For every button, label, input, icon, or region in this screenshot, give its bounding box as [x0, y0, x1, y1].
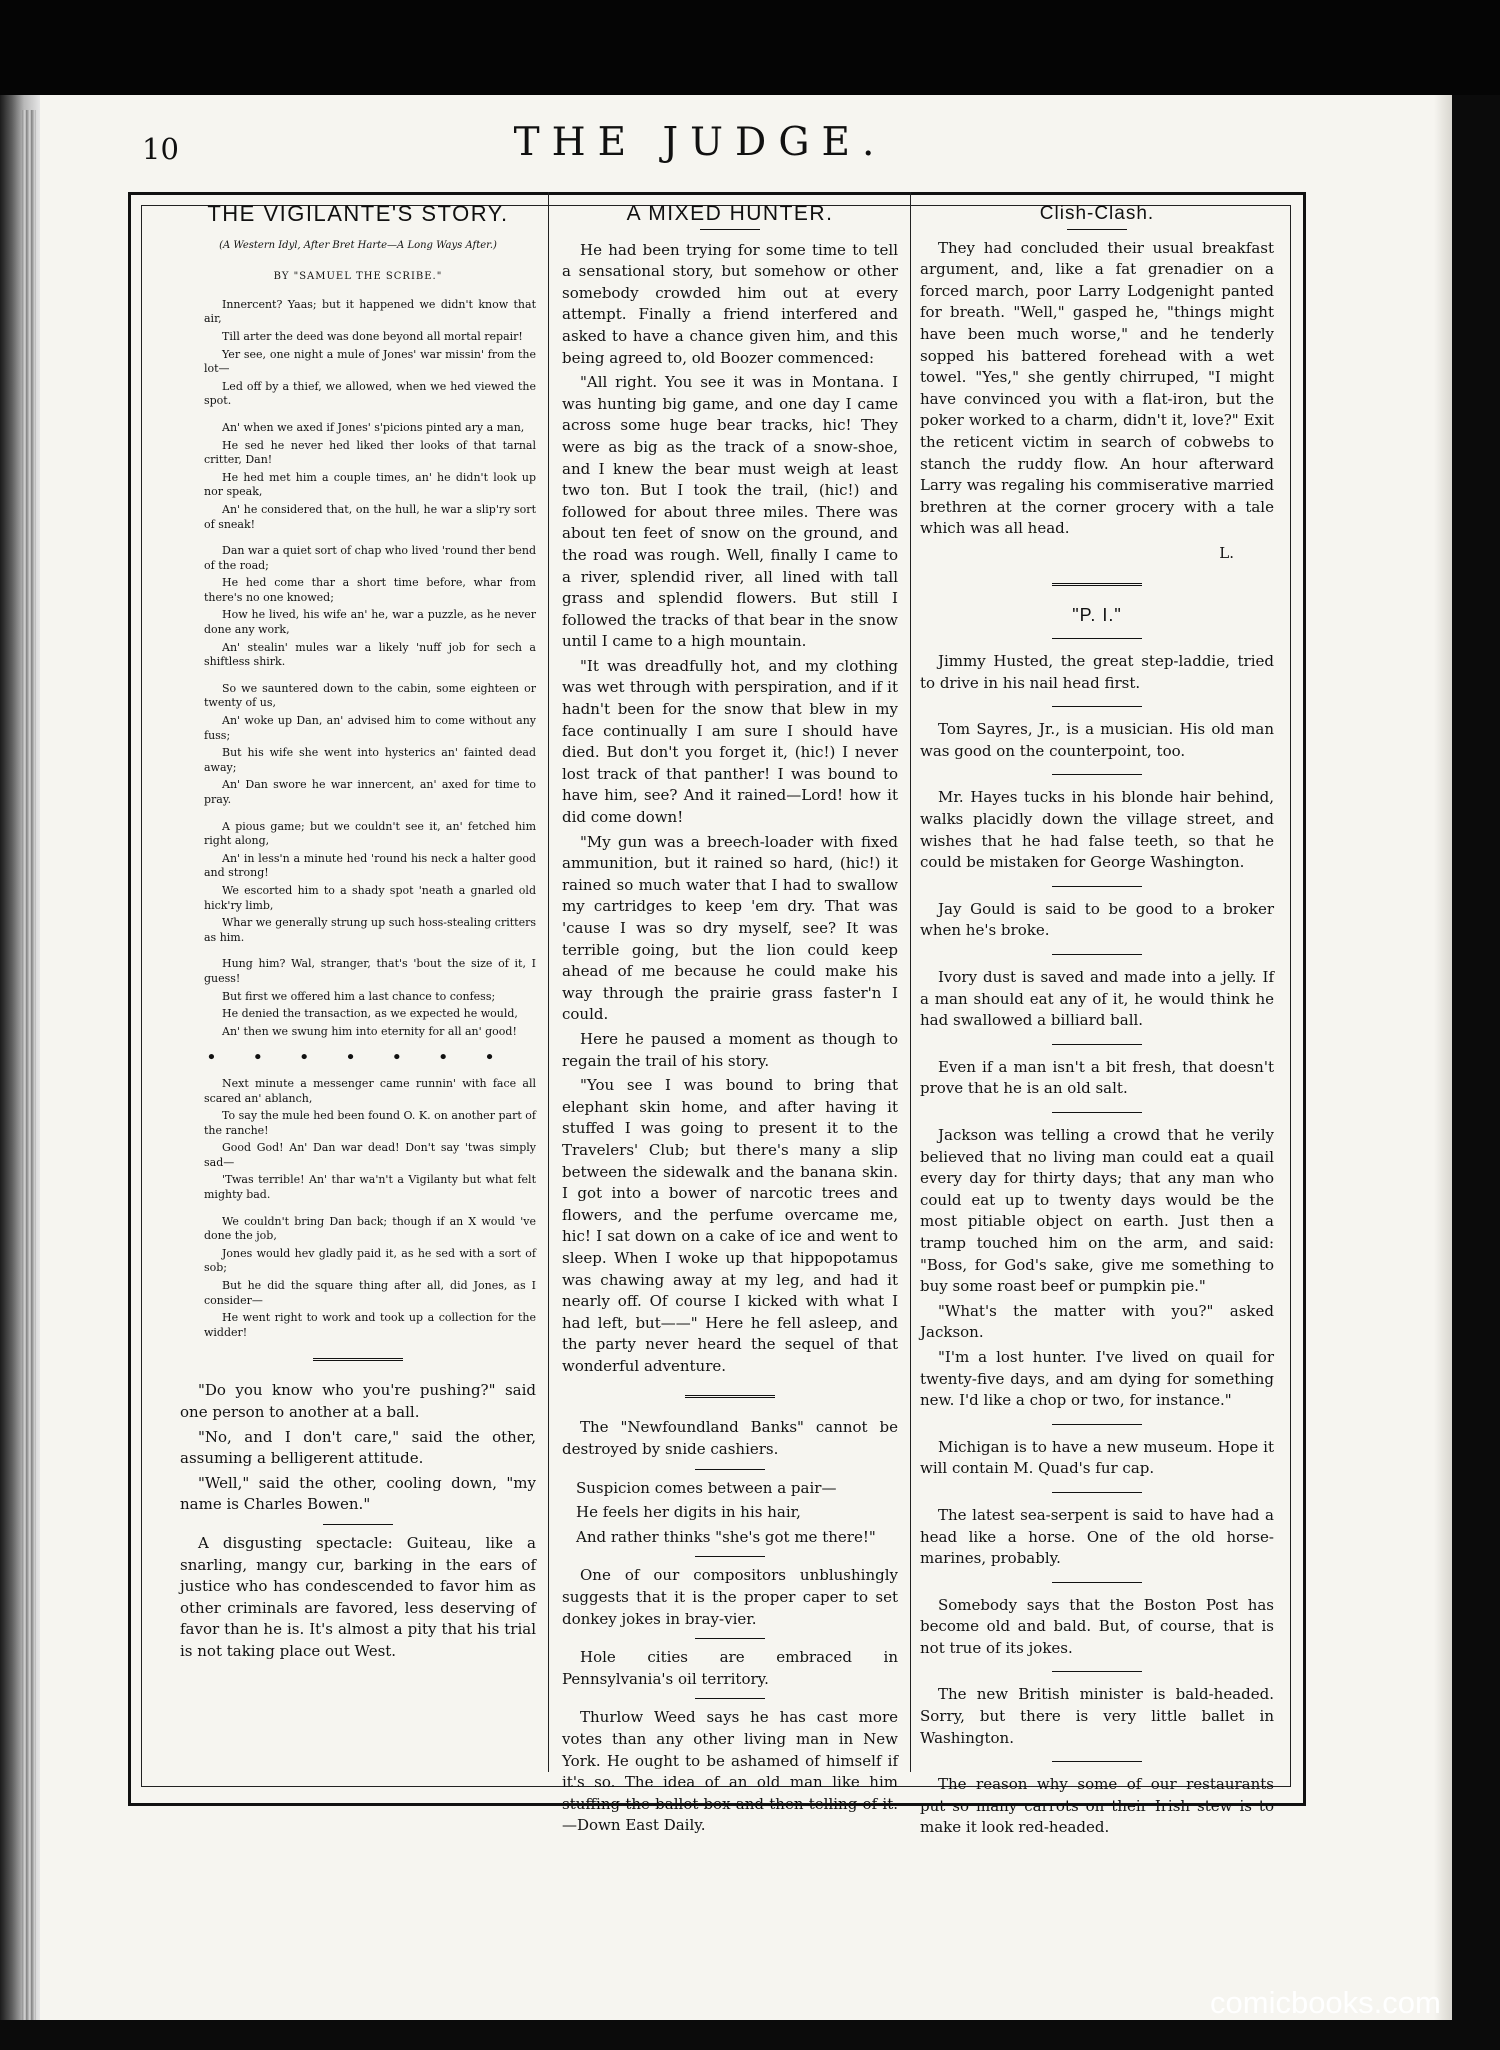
clish-signature: L. — [1219, 543, 1234, 562]
poem-line: Dan war a quiet sort of chap who lived 'round ther bend of the road; — [204, 544, 536, 572]
pi-item-3: Mr. Hayes tucks in his blonde hair behind, walks placidly down the village street, and wishes that he had false teeth, so that he could be mistaken for George Washington. — [920, 788, 1274, 872]
poem-line: 'Twas terrible! An' thar wa'n't a Vigilanty but what felt mighty bad. — [204, 1173, 536, 1202]
poem-line: An' in less'n a minute hed 'round his neck a halter good and strong! — [204, 851, 536, 880]
poem-line-3: And rather thinks "she's got me there!" — [576, 1527, 876, 1546]
hunter-para-6: "You see I was bound to bring that elephant skin home, and after having it stuffed I was going to present it to the Travelers' Club; but there's many a slip between the sidewalk and the banana skin. I got into a bower of narcotic trees and flowers, and the perfume overcame me, hic! I sat down on a cake of ice and went to sleep. When I woke up that hippopotamus was chawing away at my leg, and had it nearly off. Of course I kicked with what I had left, but——" Here he fell asleep, and the party never heard the sequel of that wonderful adventure. — [562, 1076, 898, 1375]
poem-line: He sed he never hed liked ther looks of that tarnal critter, Dan! — [204, 438, 536, 467]
hunter-para-5: Here he paused a moment as though to regain the trail of his story. — [562, 1029, 898, 1070]
column-rule-1 — [548, 192, 549, 1772]
poem-line: An' stealin' mules war a likely 'nuff job for sech a shiftless shirk. — [204, 640, 536, 669]
poem-line: An' Dan swore he war innercent, an' axed for time to pray. — [204, 778, 536, 806]
poem-stanza — [180, 421, 536, 532]
poem-stanza — [180, 682, 536, 808]
separator-rule — [1052, 706, 1142, 707]
poem-stanza — [180, 544, 536, 670]
poem-line-2: He feels her digits in his hair, — [576, 1503, 801, 1522]
double-rule — [685, 1395, 775, 1401]
column-clish-clash — [920, 195, 1274, 1842]
poem-line: Jones would hev gladly paid it, as he sed with a sort of sob; — [204, 1246, 536, 1275]
hunter-para-3: "It was dreadfully hot, and my clothing was wet through with perspiration, and if it hadn't been for the snow that blew in my face continually I am sure I should have died. But don't you forget it, (hic!) I never lost track of that panther! I was bound to have him, see? And it rained—Lord! how it did come down! — [562, 656, 898, 827]
poem-line: But his wife she went into hysterics an' fainted dead away; — [204, 746, 536, 774]
article-byline: BY "SAMUEL THE SCRIBE." — [273, 271, 443, 283]
pi-item-8: The latest sea-serpent is said to have had a head like a horse. One of the old horse-marines, probably. — [920, 1505, 1274, 1568]
column-vigilante — [180, 195, 536, 1666]
poem-line: Yer see, one night a mule of Jones' war missin' from the lot— — [204, 347, 536, 376]
jackson-para-3: "I'm a lost hunter. I've lived on quail for twenty-five days, and am dying for something new. I'd like a chop or two, for instance." — [920, 1347, 1274, 1410]
title-rule — [1067, 229, 1127, 230]
poem-line: An' when we axed if Jones' s'picions pinted ary a man, — [222, 420, 525, 434]
poem-line: But first we offered him a last chance to confess; — [222, 989, 496, 1003]
poem-line: He denied the transaction, as we expected he would, — [222, 1007, 518, 1021]
poem-line: How he lived, his wife an' he, war a puzzle, as he never done any work, — [204, 608, 536, 637]
column-mixed-hunter — [562, 195, 898, 1840]
hunter-para-1: He had been trying for some time to tell a sensational story, but somehow or other somebody crowded him out at every attempt. Finally a friend interfered and asked to have a chance given him, and this being agreed to, old Boozer commenced: — [562, 240, 898, 367]
poem-stanza — [180, 957, 536, 1039]
hunter-para-4: "My gun was a breech-loader with fixed ammunition, but it rained so hard, (hic!) it rained so much water that I had to swallow my cartridges to keep 'em dry. That was 'cause I was so dry myself, see? It was terrible going, but the lion could keep ahead of me because he could make his way through the prairie grass faster'n I could. — [562, 832, 898, 1024]
separator-rule — [1052, 1112, 1142, 1113]
poem-line: An' woke up Dan, an' advised him to come without any fuss; — [204, 714, 536, 742]
poem-line: Innercent? Yaas; but it happened we didn't know that air, — [204, 297, 536, 326]
poem-line: Till arter the deed was done beyond all mortal repair! — [222, 329, 523, 343]
separator-rule — [695, 1556, 765, 1557]
separator-rule — [1052, 774, 1142, 775]
pi-item-10: The new British minister is bald-headed. Sorry, but there is very little ballet in Washington. — [920, 1685, 1274, 1747]
article-title-clish-clash: Clish-Clash. — [1039, 203, 1155, 224]
separator-rule — [323, 1524, 393, 1525]
scan-background — [0, 0, 1500, 95]
poem-line: An' then we swung him into eternity for all an' good! — [222, 1024, 517, 1038]
separator-rule — [1052, 886, 1142, 887]
poem-line: But he did the square thing after all, did Jones, as I consider— — [204, 1279, 536, 1307]
pi-item-1: Jimmy Husted, the great step-laddie, tried to drive in his nail head first. — [920, 652, 1274, 692]
page-number: 10 — [142, 132, 179, 166]
pi-item-6: Even if a man isn't a bit fresh, that doesn't prove that he is an old salt. — [920, 1057, 1274, 1098]
hole-paragraph: Hole cities are embraced in Pennsylvania's oil territory. — [562, 1648, 898, 1688]
masthead: THE JUDGE. — [513, 120, 887, 165]
ellipsis-dots: • • • • • • • — [206, 1047, 510, 1069]
separator-rule — [695, 1469, 765, 1470]
ball-paragraph-1: "Do you know who you're pushing?" said one person to another at a ball. — [180, 1381, 536, 1421]
poem-line: So we sauntered down to the cabin, some eighteen or twenty of us, — [204, 681, 536, 710]
weed-paragraph: Thurlow Weed says he has cast more votes than any other living man in New York. He ought to be ashamed of himself if it's so. The idea of an old man like him stuffing the ballot-box and then telling of it.—Down East Daily. — [562, 1708, 898, 1835]
article-title-vigilante: THE VIGILANTE'S STORY. — [207, 201, 509, 226]
separator-rule — [1052, 1044, 1142, 1045]
poem-line: He went right to work and took up a collection for the widder! — [204, 1311, 536, 1339]
poem-line: Led off by a thief, we allowed, when we hed viewed the spot. — [204, 379, 536, 408]
article-subtitle: (A Western Idyl, After Bret Harte—A Long Ways After.) — [219, 239, 497, 251]
separator-rule — [1052, 1582, 1142, 1583]
pi-item-4: Jay Gould is said to be good to a broker when he's broke. — [920, 899, 1274, 940]
poem-stanza — [180, 1077, 536, 1203]
double-rule — [313, 1358, 403, 1364]
pi-item-11: The reason why some of our restaurants put so many carrots on their Irish stew is to make it look red-headed. — [920, 1775, 1274, 1837]
pi-section-title: "P. I." — [1072, 604, 1122, 625]
poem-line: Whar we generally strung up such hoss-stealing critters as him. — [204, 916, 536, 944]
guiteau-paragraph: A disgusting spectacle: Guiteau, like a snarling, mangy cur, barking in the ears of justice who has condescended to favor him as other criminals are favored, less deserving of favor than he is. It's almost a pity that his trial is not taking place out West. — [180, 1533, 536, 1660]
banks-paragraph: The "Newfoundland Banks" cannot be destroyed by snide cashiers. — [562, 1418, 898, 1459]
title-rule — [700, 229, 760, 230]
article-title-mixed-hunter: A MIXED HUNTER. — [626, 202, 834, 225]
poem-stanzas — [180, 298, 536, 1341]
jackson-para-1: Jackson was telling a crowd that he verily believed that no living man could eat a quail every day for thirty days; that any man who could eat up to twenty days would be the most pitiable object on earth. Just then a tramp touched him on the arm, and said: "Boss, for God's sake, give me something to buy some roast beef or pumpkin pie." — [920, 1126, 1274, 1296]
watermark-link[interactable]: comicbooks.com — [1210, 1985, 1441, 2020]
separator-rule — [1052, 638, 1142, 639]
hunter-para-2: "All right. You see it was in Montana. I was hunting big game, and one day I came across some huge bear tracks, hic! They were as big as the track of a snow-shoe, and I knew the bear must weigh at least two ton. But I took the trail, (hic!) and followed for about three miles. There was about ten feet of snow on the ground, and the road was rough. Well, finally I came to a river, splendid river, all lined with tall grass and splendid flowers. But still I followed the tracks of that bear in the snow until I came to a high mountain. — [562, 373, 898, 651]
suspicion-poem — [562, 1478, 898, 1549]
column-rule-2 — [910, 192, 911, 1772]
separator-rule — [1052, 1671, 1142, 1672]
poem-stanza — [180, 298, 536, 409]
poem-line: He hed come thar a short time before, whar from there's no one knowed; — [204, 576, 536, 604]
pi-item-5: Ivory dust is saved and made into a jelly. If a man should eat any of it, he would think he had swallowed a billiard ball. — [920, 968, 1274, 1030]
separator-rule — [1052, 954, 1142, 955]
ball-paragraph-2: "No, and I don't care," said the other, assuming a belligerent attitude. — [180, 1427, 536, 1468]
poem-line-1: Suspicion comes between a pair— — [576, 1478, 837, 1497]
jackson-para-2: "What's the matter with you?" asked Jackson. — [920, 1301, 1274, 1342]
pi-item-2: Tom Sayres, Jr., is a musician. His old man was good on the counterpoint, too. — [920, 720, 1274, 760]
page-shadow — [1434, 95, 1452, 2020]
separator-rule — [695, 1698, 765, 1699]
double-rule — [1052, 583, 1142, 589]
poem-line: A pious game; but we couldn't see it, an' fetched him right along, — [204, 819, 536, 848]
separator-rule — [1052, 1492, 1142, 1493]
poem-line: To say the mule hed been found O. K. on another part of the ranche! — [204, 1109, 536, 1137]
poem-line: We escorted him to a shady spot 'neath a gnarled old hick'ry limb, — [204, 883, 536, 912]
poem-line: He hed met him a couple times, an' he didn't look up nor speak, — [204, 470, 536, 499]
poem-line: We couldn't bring Dan back; though if an X would 've done the job, — [204, 1214, 536, 1243]
poem-stanza — [180, 820, 536, 946]
poem-line: Next minute a messenger came runnin' with face all scared an' ablanch, — [204, 1076, 536, 1105]
poem-stanza — [180, 1215, 536, 1341]
poem-line: Hung him? Wal, stranger, that's 'bout the size of it, I guess! — [204, 957, 536, 985]
pi-item-7: Michigan is to have a new museum. Hope it will contain M. Quad's fur cap. — [920, 1437, 1274, 1478]
separator-rule — [695, 1638, 765, 1639]
pi-item-9: Somebody says that the Boston Post has become old and bald. But, of course, that is not true of its jokes. — [920, 1595, 1274, 1657]
poem-line: Good God! An' Dan war dead! Don't say 'twas simply sad— — [204, 1141, 536, 1169]
ball-paragraph-3: "Well," said the other, cooling down, "my name is Charles Bowen." — [180, 1473, 536, 1514]
compositors-paragraph: One of our compositors unblushingly suggests that it is the proper caper to set donkey jokes in bray-vier. — [562, 1566, 898, 1628]
poem-line: An' he considered that, on the hull, he war a slip'ry sort of sneak! — [204, 502, 536, 531]
separator-rule — [1052, 1761, 1142, 1762]
page-edges — [22, 110, 36, 2020]
separator-rule — [1052, 1424, 1142, 1425]
clish-paragraph: They had concluded their usual breakfast argument, and, like a fat grenadier on a forced march, poor Larry Lodgenight panted for breath. "Well," gasped he, "things might have been much worse," and he tenderly sopped his battered forehead with a wet towel. "Yes," she gently chirruped, "I might have convinced you with a flat-iron, but the poker worked to a charm, didn't it, love?" Exit the reticent victim in search of cobwebs to stanch the ruddy flow. An hour afterward Larry was regaling his commiserative married brethren at the corner grocery with a tale which was all head. — [920, 238, 1274, 538]
